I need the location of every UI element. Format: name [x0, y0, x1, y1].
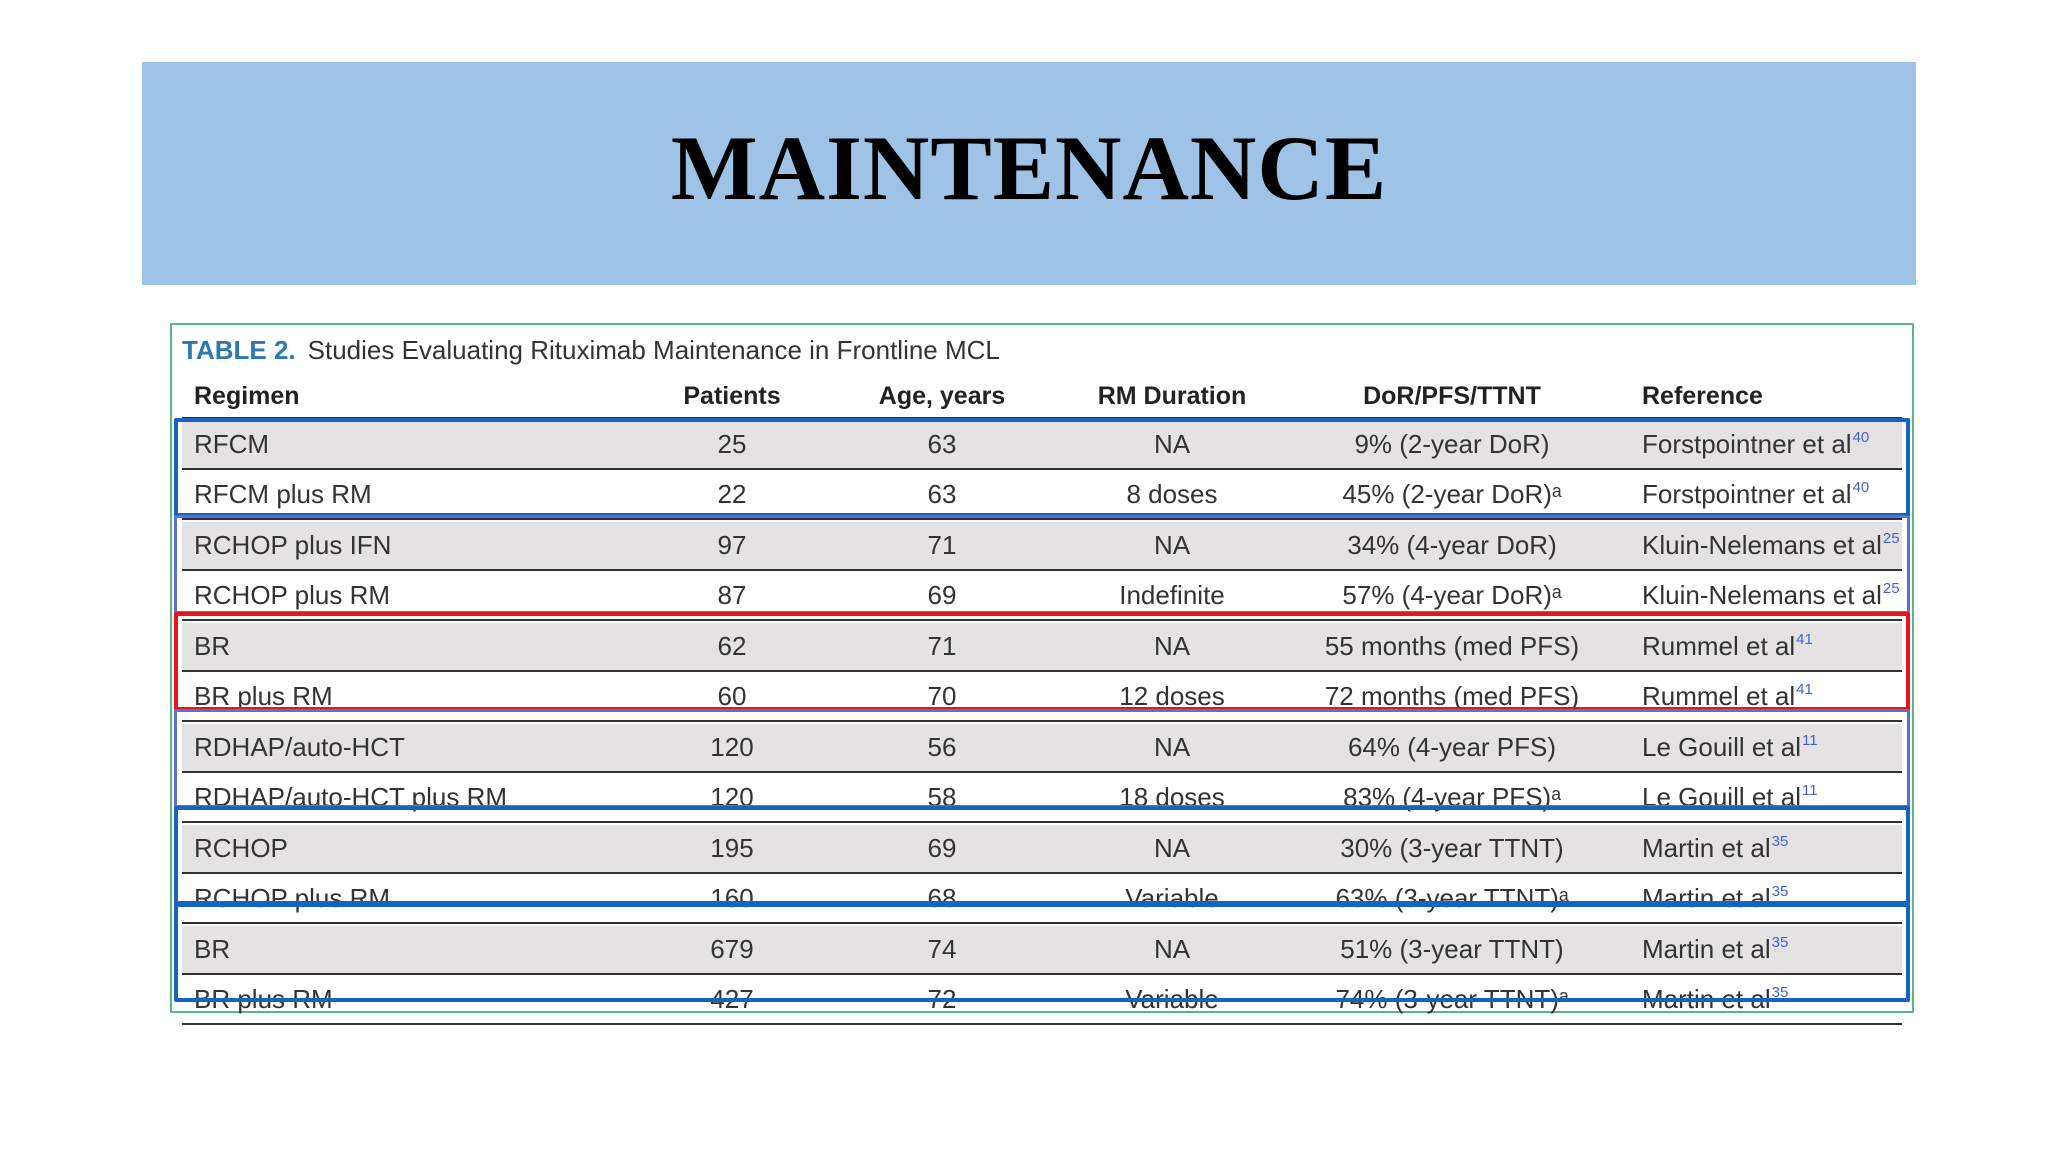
reference-author: Martin et al	[1642, 984, 1771, 1015]
reference-author: Rummel et al	[1642, 630, 1796, 661]
cell-rm-duration: NA	[1153, 529, 1191, 560]
table-row	[182, 724, 1902, 773]
cell-outcome: 83% (4-year PFS)ᵃ	[1343, 782, 1561, 813]
cell-regimen: RCHOP plus IFN	[194, 529, 392, 560]
cell-age: 69	[927, 580, 957, 611]
table-row	[182, 876, 1902, 925]
cell-regimen: BR plus RM	[194, 681, 333, 712]
reference-number: 41	[1796, 630, 1813, 648]
reference-text	[1642, 883, 1788, 914]
table-caption	[182, 335, 1000, 366]
cell-outcome: 64% (4-year PFS)	[1347, 731, 1557, 762]
reference-number: 35	[1771, 832, 1789, 850]
reference-author: Le Gouill et al	[1642, 782, 1801, 813]
cell-regimen: RFCM	[194, 428, 270, 459]
cell-age: 74	[927, 933, 957, 964]
cell-reference	[1642, 472, 1869, 519]
cell-age: 63	[927, 428, 957, 459]
cell-patients: 120	[710, 731, 754, 762]
cell-outcome: 63% (3-year TTNT)ᵃ	[1335, 883, 1569, 914]
header-outcome: DoR/PFS/TTNT	[1363, 381, 1541, 410]
cell-rm-duration: 12 doses	[1119, 681, 1225, 712]
reference-author: Martin et al	[1642, 933, 1771, 964]
reference-text	[1642, 580, 1900, 611]
table-row	[182, 926, 1902, 975]
table-row	[182, 775, 1902, 824]
cell-reference	[1642, 724, 1818, 771]
reference-author: Martin et al	[1642, 883, 1771, 914]
cell-reference	[1642, 876, 1788, 923]
table-row	[182, 421, 1902, 470]
cell-rm-duration: Indefinite	[1119, 580, 1225, 611]
cell-outcome: 57% (4-year DoR)ᵃ	[1342, 580, 1562, 611]
cell-reference	[1642, 825, 1788, 872]
reference-number: 25	[1882, 529, 1900, 547]
cell-reference	[1642, 775, 1818, 822]
reference-author: Forstpointner et al	[1642, 479, 1852, 510]
reference-text	[1642, 782, 1818, 813]
cell-rm-duration: NA	[1153, 630, 1191, 661]
reference-number: 35	[1771, 984, 1789, 1002]
cell-regimen: RCHOP plus RM	[194, 883, 391, 914]
table-label: TABLE 2.	[182, 335, 296, 365]
header-reference: Reference	[1642, 381, 1763, 410]
cell-patients: 195	[710, 832, 754, 863]
reference-text	[1642, 934, 1788, 965]
cell-regimen: RFCM plus RM	[194, 479, 372, 510]
cell-rm-duration: 18 doses	[1119, 782, 1225, 813]
cell-rm-duration: NA	[1153, 832, 1191, 863]
cell-reference	[1642, 674, 1813, 721]
reference-author: Kluin-Nelemans et al	[1642, 580, 1882, 611]
cell-regimen: RDHAP/auto-HCT	[194, 731, 405, 762]
table-figure	[170, 323, 1914, 1013]
cell-reference	[1642, 573, 1900, 620]
reference-text	[1642, 429, 1869, 460]
reference-text	[1642, 479, 1869, 510]
header-patients: Patients	[683, 381, 781, 410]
reference-number: 40	[1852, 428, 1870, 446]
reference-number: 35	[1771, 883, 1789, 901]
reference-text	[1642, 530, 1900, 561]
cell-patients: 62	[717, 630, 747, 661]
reference-number: 35	[1771, 933, 1789, 951]
cell-patients: 87	[717, 580, 747, 611]
reference-author: Forstpointner et al	[1642, 428, 1852, 459]
cell-age: 69	[927, 832, 957, 863]
reference-text	[1642, 681, 1813, 712]
cell-reference	[1642, 522, 1900, 569]
reference-text	[1642, 984, 1788, 1015]
reference-author: Martin et al	[1642, 832, 1771, 863]
table-row	[182, 623, 1902, 672]
table-header-row	[182, 375, 1902, 420]
reference-author: Rummel et al	[1642, 681, 1796, 712]
title-banner	[142, 62, 1916, 285]
reference-number: 25	[1882, 580, 1900, 598]
cell-patients: 97	[717, 529, 747, 560]
cell-rm-duration: Variable	[1125, 984, 1219, 1015]
header-regimen: Regimen	[194, 381, 300, 410]
cell-outcome: 74% (3-year TTNT)ᵃ	[1335, 984, 1569, 1015]
cell-outcome: 30% (3-year TTNT)	[1340, 832, 1564, 863]
cell-reference	[1642, 623, 1813, 670]
table-body	[182, 421, 1902, 1027]
cell-age: 58	[927, 782, 957, 813]
cell-patients: 427	[710, 984, 754, 1015]
reference-author: Kluin-Nelemans et al	[1642, 529, 1882, 560]
header-age: Age, years	[878, 381, 1006, 410]
table-row	[182, 674, 1902, 723]
cell-outcome: 51% (3-year TTNT)	[1340, 933, 1564, 964]
reference-number: 11	[1801, 782, 1818, 800]
cell-reference	[1642, 926, 1788, 973]
header-rm-duration: RM Duration	[1097, 381, 1247, 410]
cell-regimen: BR plus RM	[194, 984, 333, 1015]
cell-age: 56	[927, 731, 957, 762]
cell-rm-duration: NA	[1153, 933, 1191, 964]
cell-regimen: RDHAP/auto-HCT plus RM	[194, 782, 508, 813]
cell-age: 63	[927, 479, 957, 510]
reference-number: 41	[1796, 681, 1813, 699]
cell-age: 70	[927, 681, 957, 712]
cell-age: 71	[927, 630, 957, 661]
cell-regimen: RCHOP	[194, 832, 288, 863]
table-row	[182, 573, 1902, 622]
cell-reference	[1642, 977, 1788, 1024]
cell-age: 68	[927, 883, 957, 914]
reference-text	[1642, 833, 1788, 864]
cell-patients: 679	[710, 933, 754, 964]
cell-regimen: BR	[194, 933, 231, 964]
cell-patients: 25	[717, 428, 747, 459]
cell-outcome: 45% (2-year DoR)ᵃ	[1342, 479, 1562, 510]
cell-outcome: 34% (4-year DoR)	[1347, 529, 1557, 560]
cell-rm-duration: NA	[1153, 731, 1191, 762]
cell-age: 71	[927, 529, 957, 560]
cell-age: 72	[927, 984, 957, 1015]
cell-patients: 120	[710, 782, 754, 813]
cell-reference	[1642, 421, 1869, 468]
cell-regimen: RCHOP plus RM	[194, 580, 391, 611]
reference-number: 40	[1852, 479, 1870, 497]
table-row	[182, 977, 1902, 1026]
reference-text	[1642, 631, 1813, 662]
cell-rm-duration: 8 doses	[1126, 479, 1218, 510]
reference-author: Le Gouill et al	[1642, 731, 1801, 762]
table-row	[182, 825, 1902, 874]
slide-title: MAINTENANCE	[670, 116, 1388, 219]
table-row	[182, 472, 1902, 521]
cell-regimen: BR	[194, 630, 231, 661]
cell-patients: 60	[717, 681, 747, 712]
table-caption-text: Studies Evaluating Rituximab Maintenance in Frontline MCL	[307, 335, 1000, 365]
reference-text	[1642, 732, 1818, 763]
cell-outcome: 9% (2-year DoR)	[1354, 428, 1550, 459]
reference-number: 11	[1801, 731, 1818, 749]
cell-patients: 160	[710, 883, 754, 914]
cell-outcome: 72 months (med PFS)	[1324, 681, 1580, 712]
cell-rm-duration: Variable	[1125, 883, 1219, 914]
cell-patients: 22	[717, 479, 747, 510]
cell-rm-duration: NA	[1153, 428, 1191, 459]
table-row	[182, 522, 1902, 571]
cell-outcome: 55 months (med PFS)	[1324, 630, 1580, 661]
